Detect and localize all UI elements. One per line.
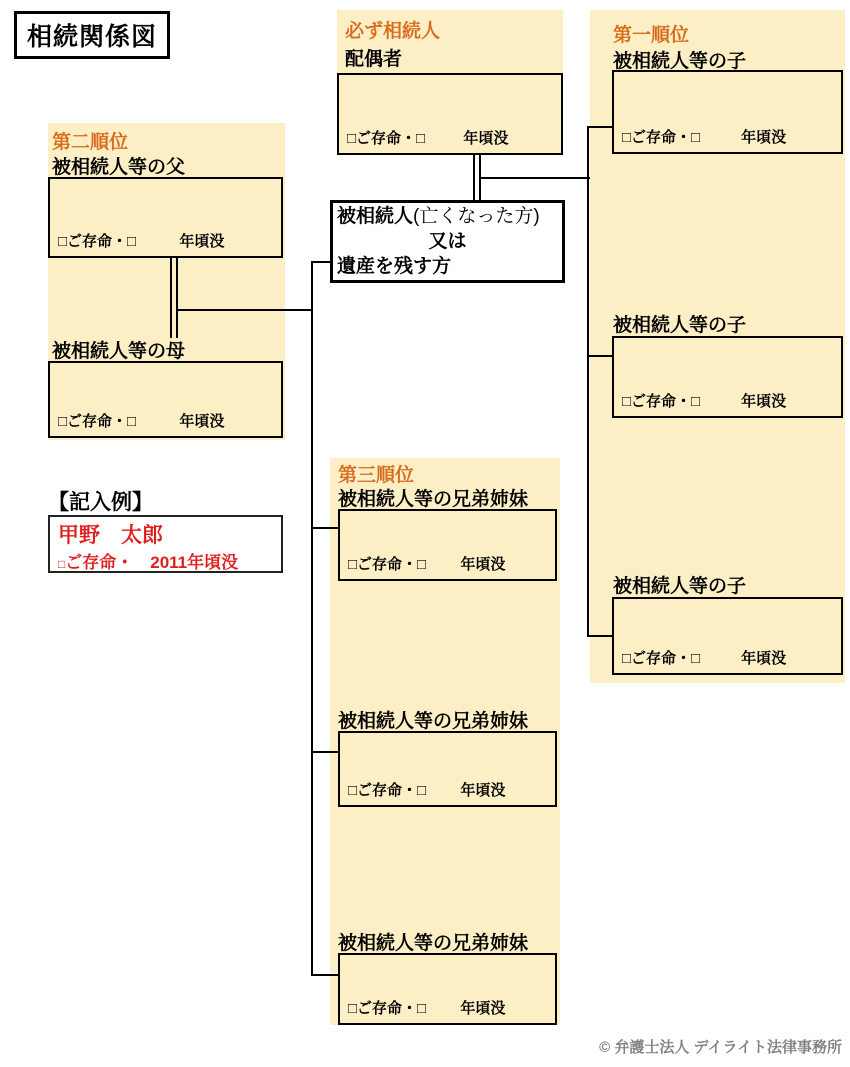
rank-label-first: 第一順位 [613, 25, 690, 46]
role-label-child-2: 被相続人等の子 [613, 315, 747, 336]
status-checkboxes: □ご存命・□ [622, 129, 701, 146]
status-checkboxes: □ご存命・□ [347, 130, 426, 147]
example-status: □ご存命・ 2011年頃没 [58, 553, 239, 572]
status-checkboxes: □ご存命・□ [622, 650, 701, 667]
example-heading: 【記入例】 [48, 491, 153, 514]
status-year-label: 年頃没 [460, 1000, 506, 1017]
person-box-father [48, 177, 283, 258]
role-label-child-1: 被相続人等の子 [613, 51, 747, 72]
page-title: 相続関係図 [14, 11, 170, 59]
status-year-label: 年頃没 [460, 782, 506, 799]
connector-left-vertical [311, 261, 313, 976]
connector-children-vertical [587, 126, 589, 637]
status-row [50, 411, 281, 431]
status-year-label: 年頃没 [741, 393, 787, 410]
role-label-sibling-3: 被相続人等の兄弟姉妹 [338, 933, 529, 954]
status-checkboxes: □ご存命・□ [348, 782, 427, 799]
status-checkboxes: □ご存命・□ [58, 233, 137, 250]
person-box-sibling-3 [338, 953, 557, 1025]
person-box-sibling-2 [338, 731, 557, 807]
connector-sibling2-stub [313, 751, 339, 753]
status-row [340, 998, 555, 1018]
rank-label-third: 第三順位 [338, 465, 415, 486]
status-row [340, 554, 555, 574]
status-row [50, 231, 281, 251]
connector-parents-branch [177, 309, 313, 311]
connector-sibling3-stub [313, 974, 339, 976]
decedent-line1: 被相続人(亡くなった方) [337, 206, 540, 227]
person-box-sibling-1 [338, 509, 557, 581]
decedent-line2: 又は [428, 231, 467, 252]
status-checkboxes: □ご存命・□ [348, 1000, 427, 1017]
connector-child1-stub [589, 126, 613, 128]
status-year-label: 年頃没 [741, 650, 787, 667]
person-box-spouse [337, 73, 563, 155]
connector-spouse-to-children [480, 177, 590, 179]
person-box-child-3 [612, 597, 843, 675]
connector-decedent-stub [311, 261, 331, 263]
role-label-child-3: 被相続人等の子 [613, 576, 747, 597]
checkbox-icon: □ [58, 557, 66, 571]
connector-child3-stub [589, 635, 613, 637]
status-year-label: 年頃没 [741, 129, 787, 146]
decedent-line3: 遺産を残す方 [337, 256, 452, 277]
rank-label-second: 第二順位 [52, 132, 129, 153]
role-label-sibling-1: 被相続人等の兄弟姉妹 [338, 489, 529, 510]
role-label-mother: 被相続人等の母 [52, 341, 186, 362]
status-year-label: 年頃没 [463, 130, 509, 147]
status-year-label: 年頃没 [460, 556, 506, 573]
role-label-sibling-2: 被相続人等の兄弟姉妹 [338, 711, 529, 732]
role-label-father: 被相続人等の父 [52, 157, 186, 178]
person-box-child-1 [612, 70, 843, 154]
status-year-label: 年頃没 [179, 413, 225, 430]
person-box-mother [48, 361, 283, 438]
status-row [614, 391, 841, 411]
status-checkboxes: □ご存命・□ [348, 556, 427, 573]
marriage-line-parents-left [170, 258, 172, 338]
role-label-spouse: 配偶者 [345, 49, 403, 70]
marriage-line-spouse-left [473, 155, 475, 201]
decedent-box [330, 200, 565, 283]
connector-child2-stub [589, 355, 613, 357]
example-box [48, 515, 283, 573]
marriage-line-parents-right [176, 258, 178, 338]
status-year-label: 年頃没 [179, 233, 225, 250]
status-row [339, 128, 561, 148]
person-box-child-2 [612, 336, 843, 418]
rank-label-spouse: 必ず相続人 [345, 21, 441, 42]
status-row [614, 648, 841, 668]
status-checkboxes: □ご存命・□ [622, 393, 701, 410]
copyright-text: © 弁護士法人 デイライト法律事務所 [599, 1039, 842, 1056]
status-checkboxes: □ご存命・□ [58, 413, 137, 430]
status-row [614, 127, 841, 147]
connector-sibling1-stub [313, 527, 339, 529]
status-row [340, 780, 555, 800]
example-name: 甲野 太郎 [58, 524, 163, 547]
